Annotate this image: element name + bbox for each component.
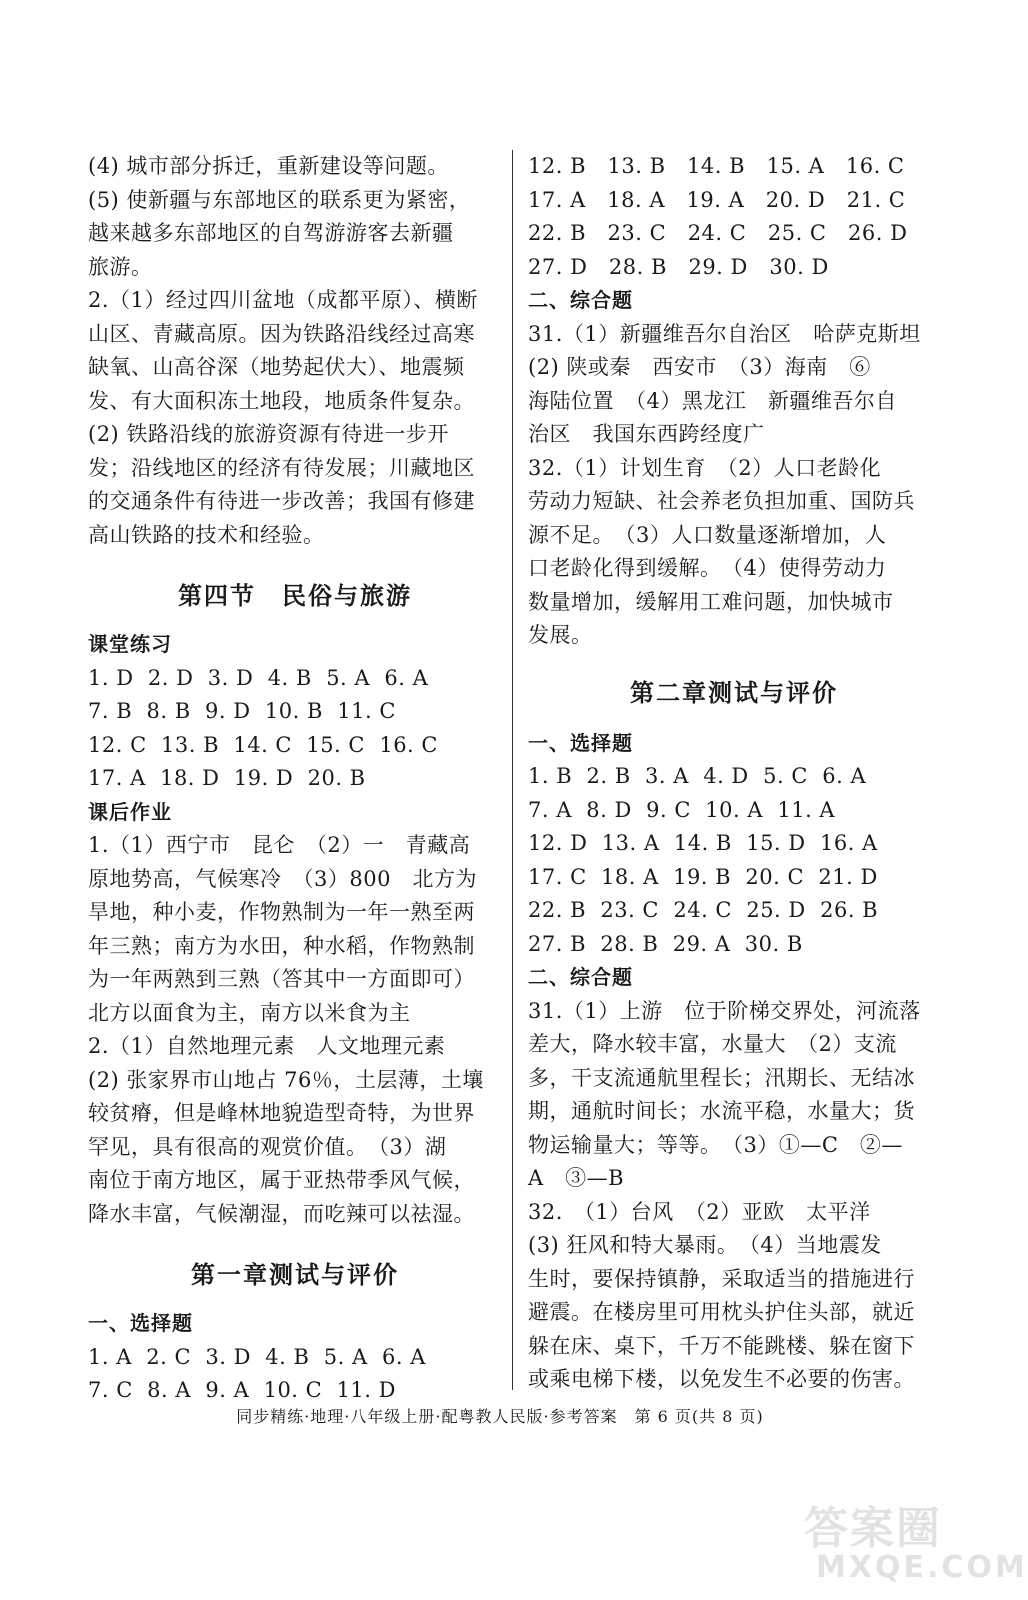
text-line: 或乘电梯下楼，以免发生不必要的伤害。 [528, 1367, 915, 1391]
text-line: 越来越多东部地区的自驾游游客去新疆 [88, 221, 454, 245]
text-line: 物运输量大；等等。 （3）①—C ②— [528, 1132, 903, 1157]
watermark-logo [792, 1492, 1028, 1592]
text-line: (3) 狂风和特大暴雨。 （4）当地震发 [528, 1233, 882, 1257]
text-line: 南位于南方地区，属于亚热带季风气候， [88, 1168, 475, 1192]
text-line: 缺氧、山高谷深（地势起伏大）、地震频 [88, 355, 465, 379]
answer-row: 17. A 18. A 19. A 20. D 21. C [528, 187, 906, 212]
section-title: 第四节 民俗与旅游 [178, 582, 412, 610]
comprehensive-answers [528, 318, 940, 653]
text-line: 31.（1）新疆维吾尔自治区 哈萨克斯坦 [528, 321, 921, 346]
classwork-answers [88, 662, 502, 796]
page-footer: 同步精练·地理·八年级上册·配粤教人民版·参考答案 第 6 页(共 8 页) [236, 1407, 764, 1426]
text-line: 北方以面食为主，南方以米食为主 [88, 1000, 411, 1025]
text-line: 2.（1）自然地理元素 人文地理元素 [88, 1034, 446, 1058]
text-line: (4) 城市部分拆迁，重新建设等问题。 [88, 154, 449, 178]
answer-row: 7. A 8. D 9. C 10. A 11. A [528, 797, 836, 822]
text-line: 发、有大面积冻土地段，地质条件复杂。 [88, 388, 475, 413]
text-line: A ③—B [528, 1166, 625, 1190]
answer-block-transport [88, 150, 502, 552]
answer-row: 27. B 28. B 29. A 30. B [528, 931, 803, 956]
text-line: 的交通条件有待进一步改善；我国有修建 [88, 489, 475, 513]
comprehensive-title: 二、综合题 [528, 288, 633, 312]
text-line: 差大，降水较丰富，水量大 （2）支流 [528, 1032, 897, 1056]
text-line: 口老龄化得到缓解。 （4）使得劳动力 [528, 556, 887, 580]
text-line: 数量增加，缓解用工难问题，加快城市 [528, 589, 894, 614]
text-line: 年三熟；南方为水田，种水稻，作物熟制 [88, 933, 475, 958]
text-line: 1.（1）西宁市 昆仑 （2）一 青藏高 [88, 833, 471, 857]
text-line: (2) 铁路沿线的旅游资源有待进一步开 [88, 422, 449, 446]
text-line: 为一年两熟到三熟（答其中一方面即可） [88, 967, 475, 991]
text-line: 生时，要保持镇静，采取适当的措施进行 [528, 1266, 915, 1291]
text-line: 发展。 [528, 623, 593, 647]
classwork-title: 课堂练习 [88, 632, 172, 656]
answer-row: 12. B 13. B 14. B 15. A 16. C [528, 154, 905, 178]
text-line: 躲在床、桌下，千万不能跳楼、躲在窗下 [528, 1333, 915, 1358]
text-line: 源不足。 （3）人口数量逐渐增加，人 [528, 522, 887, 547]
choice-title: 一、选择题 [88, 1311, 193, 1335]
choice2-title: 一、选择题 [528, 730, 633, 755]
comprehensive2-answers [528, 995, 940, 1397]
text-line: 32.（1）计划生育 （2）人口老龄化 [528, 455, 882, 480]
answer-row: 27. D 28. B 29. D 30. D [528, 254, 829, 279]
answer-row: 12. D 13. A 14. B 15. D 16. A [528, 831, 878, 855]
left-column [88, 150, 502, 1408]
text-line: 31.（1）上游 位于阶梯交界处，河流落 [528, 998, 921, 1023]
answer-row: 1. B 2. B 3. A 4. D 5. C 6. A [528, 764, 867, 788]
text-line: 多，干支流通航里程长；汛期长、无结冰 [528, 1065, 915, 1090]
text-line: 海陆位置 （4）黑龙江 新疆维吾尔自 [528, 388, 897, 413]
answer-row: 22. B 23. C 24. C 25. C 26. D [528, 221, 908, 245]
answer-row: 12. C 13. B 14. C 15. C 16. C [88, 732, 438, 757]
answer-row: 1. D 2. D 3. D 4. B 5. A 6. A [88, 665, 429, 690]
text-line: (2) 张家界市山地占 76％，土层薄，土壤 [88, 1067, 484, 1092]
text-line: 旱地，种小麦，作物熟制为一年一熟至两 [88, 900, 475, 924]
answer-row: 17. A 18. D 19. D 20. B [88, 766, 366, 790]
answer-row: 1. A 2. C 3. D 4. B 5. A 6. A [88, 1344, 426, 1369]
answer-row: 7. B 8. B 9. D 10. B 11. C [88, 699, 396, 723]
column-divider [512, 150, 513, 1390]
text-line: 高山铁路的技术和经验。 [88, 522, 325, 547]
text-line: 治区 我国东西跨经度广 [528, 422, 765, 446]
chapter1-title: 第一章测试与评价 [191, 1261, 399, 1289]
text-line: 发；沿线地区的经济有待发展；川藏地区 [88, 455, 475, 480]
chapter2-title: 第二章测试与评价 [630, 678, 838, 707]
text-line: 劳动力短缺、社会养老负担加重、国防兵 [528, 489, 915, 513]
answer-row: 22. B 23. C 24. C 25. D 26. B [528, 898, 879, 922]
text-line: 避震。在楼房里可用枕头护住头部，就近 [528, 1300, 915, 1324]
right-column [528, 150, 940, 1397]
text-line: 旅游。 [88, 254, 153, 279]
text-line: (2) 陕或秦 西安市 （3）海南 ⑥ [528, 355, 871, 379]
text-line: 期，通航时间长；水流平稳，水量大；货 [528, 1099, 915, 1123]
comprehensive2-title: 二、综合题 [528, 965, 633, 989]
text-line: 降水丰富，气候潮湿，而吃辣可以祛湿。 [88, 1201, 475, 1226]
watermark-text: 答案圈 [804, 1503, 942, 1554]
choice-answers-continued [528, 150, 940, 284]
choice2-answers [528, 760, 940, 961]
text-line: (5) 使新疆与东部地区的联系更为紧密， [88, 187, 471, 212]
homework-answers [88, 829, 502, 1231]
text-line: 32. （1）台风 （2）亚欧 太平洋 [528, 1199, 871, 1224]
answer-row: 17. C 18. A 19. B 20. C 21. D [528, 864, 878, 889]
watermark-url: MXQE.COM [816, 1550, 1028, 1585]
answer-row: 7. C 8. A 9. A 10. C 11. D [88, 1378, 396, 1402]
text-line: 山区、青藏高原。因为铁路沿线经过高寒 [88, 321, 475, 346]
choice-answers [88, 1341, 502, 1408]
text-line: 2.（1）经过四川盆地（成都平原）、横断 [88, 288, 478, 312]
text-line: 原地势高，气候寒冷 （3）800 北方为 [88, 866, 477, 891]
homework-title: 课后作业 [88, 799, 172, 824]
text-line: 罕见，具有很高的观赏价值。 （3）湖 [88, 1134, 447, 1159]
text-line: 较贫瘠，但是峰林地貌造型奇特，为世界 [88, 1101, 475, 1125]
